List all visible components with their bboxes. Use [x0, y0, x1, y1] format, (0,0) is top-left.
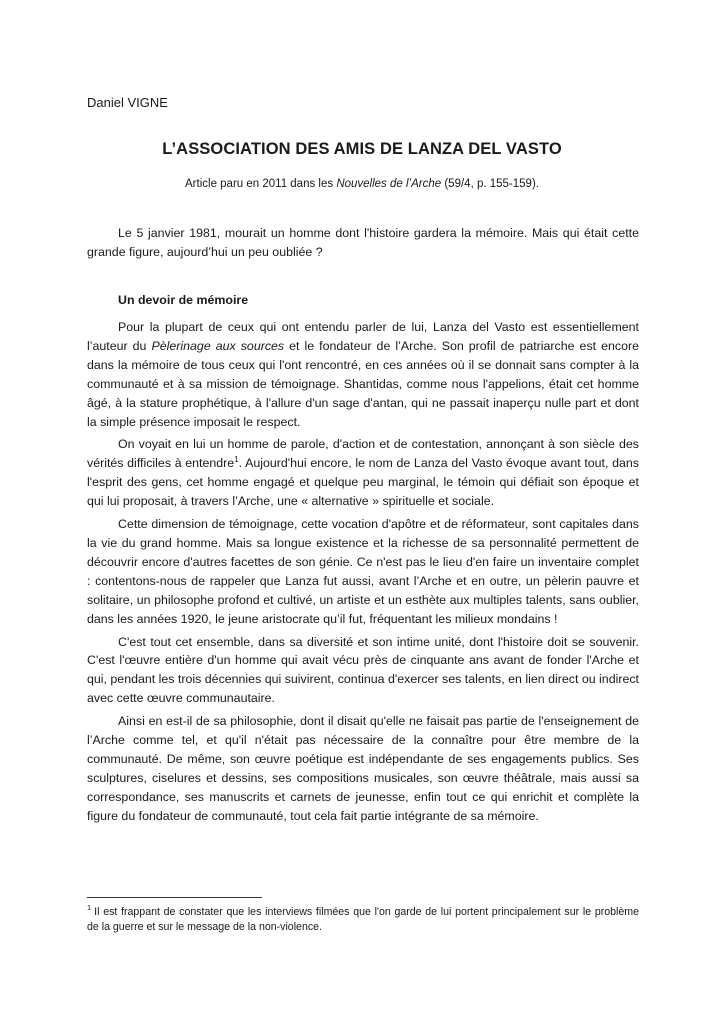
paragraph-1	[87, 318, 639, 431]
footnote-reference[interactable]: 1	[234, 455, 239, 465]
paragraph-2-before: On voyait en lui un homme de parole, d'action et de contestation, annonçant à son siècle des vérités difficiles à entendre	[87, 437, 639, 471]
paragraph-4: C'est tout cet ensemble, dans sa diversité et son intime unité, dont l'histoire doit se souvenir. C'est l'œuvre entière d'un homme qui avait vécu près de cinquante ans avant de fonder l'Arche et qui, pendant les trois décennies qui suivirent, continua d'exercer ses talents, en lien direct ou indirect avec cette œuvre communautaire.	[87, 634, 640, 706]
paragraph-1-after: et le fondateur de l’Arche. Son profil de patriarche est encore dans la mémoire de tous ceux qui l'ont rencontré, en ces années où il se donnait sans compter à la communauté et à sa mission de témoignage. Shantidas, comme nous l'appelions, était cet homme âgé, à la stature prophétique, à l'allure d'un sage d'antan, qui ne passait inaperçu nulle part et dont la simple présence imposait le respect.	[87, 338, 639, 429]
document-subtitle	[0, 178, 724, 190]
intro-paragraph: Le 5 janvier 1981, mourait un homme dont l'histoire gardera la mémoire. Mais qui était cette grande figure, aujourd’hui un peu oubliée ?	[87, 226, 639, 259]
intro-block	[87, 224, 639, 262]
paragraph-2-after: . Aujourd'hui encore, le nom de Lanza del Vasto évoque avant tout, dans l'esprit des gens, cet homme engagé et quelque peu marginal, le témoin qui défiait son époque et qui lui proposait, à travers l’Arche, une « alternative » spirituelle et sociale.	[87, 456, 639, 509]
main-body	[87, 318, 639, 826]
book-title: Pèlerinage aux sources	[151, 338, 285, 353]
paragraph-1-before: Pour la plupart de ceux qui ont entendu parler de lui, Lanza del Vasto est essentiellement l’auteur du	[87, 320, 639, 353]
section-heading: Un devoir de mémoire	[118, 293, 249, 307]
subtitle-after: (59/4, p. 155-159).	[441, 178, 539, 190]
footnote	[87, 905, 639, 935]
footnote-divider	[87, 897, 262, 898]
footnote-text: Il est frappant de constater que les interviews filmées que l'on garde de lui portent principalement sur le problème de la guerre et sur le message de la non-violence.	[87, 906, 639, 933]
paragraph-3: Cette dimension de témoignage, cette vocation d'apôtre et de réformateur, sont capitales dans la vie du grand homme. Mais sa longue existence et la richesse de sa personnalité permettent de découvrir encore d'autres facettes de son génie. Ce n'est pas le lieu d'en faire un inventaire complet : contentons-nous de rappeler que Lanza fut aussi, avant l’Arche et en outre, un pèlerin pauvre et solitaire, un philosophe profond et cultivé, un artiste et un esthète aux multiples talents, sans oublier, dans les années 1920, le jeune aristocrate qu’il fut, fréquentant les milieux mondains !	[87, 517, 639, 626]
author-name: Daniel VIGNE	[87, 95, 168, 110]
document-title: L’ASSOCIATION DES AMIS DE LANZA DEL VASTO	[162, 140, 562, 158]
subtitle-journal: Nouvelles de l’Arche	[336, 178, 442, 190]
subtitle-before: Article paru en 2011 dans les	[185, 178, 337, 190]
footnote-number: 1	[87, 903, 92, 913]
paragraph-2	[87, 435, 639, 511]
paragraph-5: Ainsi en est-il de sa philosophie, dont il disait qu'elle ne faisait pas partie de l'enseignement de l’Arche comme tel, et qu'il n'était pas nécessaire de la connaître pour être membre de la communauté. De même, son œuvre poétique est indépendante de ses engagements publics. Ses sculptures, ciselures et dessins, ses compositions musicales, son œuvre théâtrale, mais aussi sa correspondance, ses manuscrits et carnets de jeunesse, enfin tout ce qui enrichit et complète la figure du fondateur de communauté, tout cela fait partie intégrante de sa mémoire.	[87, 714, 639, 823]
